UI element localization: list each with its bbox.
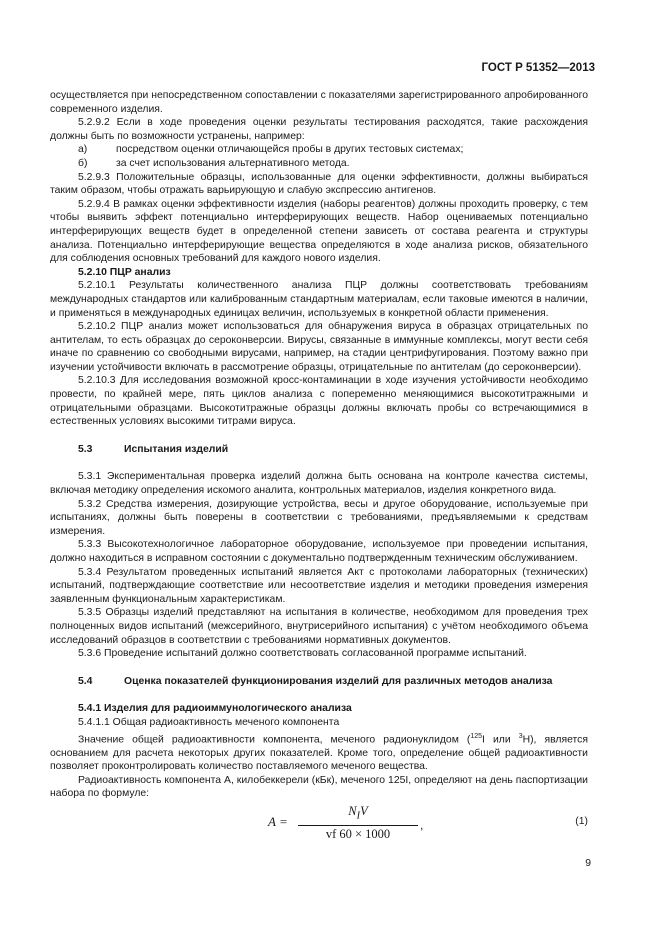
formula-fraction	[298, 805, 418, 842]
section-heading	[50, 443, 588, 457]
formula-n-subscript: I	[356, 810, 361, 822]
text-run: I или	[482, 734, 519, 745]
formula-v: V	[360, 803, 368, 818]
paragraph: 5.2.10.2 ПЦР анализ может использоваться для обнаружения вируса в образцах отрицательных по антителам, то есть образцах до сероконверсии. Вирусы, связанные в иммунные комплексы, могут вести себя иначе по сравнению со свободными вирусами, например, на стадии центрифугирования. Поэтому важно при изучении устойчивости включать в рассмотрение образцы, отрицательные по антителам (до сероконверсии).	[50, 321, 588, 373]
paragraph: 5.3.1 Экспериментальная проверка изделий должна быть основана на контроле качества системы, включая методику определения искомого аналита, контрольных материалов, изделия конкретного вида.	[50, 471, 588, 497]
paragraph: 5.3.2 Средства измерения, дозирующие устройства, весы и другое оборудование, используемые при испытаниях, должны быть поверены в соответствии с требованиями, предъявляемыми к средствам измерения.	[50, 498, 588, 537]
paragraph: 5.3.3 Высокотехнологичное лабораторное оборудование, используемое при проведении испытания, должно находиться в исправном состоянии с документально подтвержденным техническим обслуживанием.	[50, 539, 588, 564]
formula-denominator: vf 60 × 1000	[325, 827, 391, 842]
paragraph	[50, 730, 588, 774]
paragraph: осуществляется при непосредственном сопоставлении с показателями зарегистрированного апробированного современного изделия.	[50, 90, 588, 115]
superscript: 3	[518, 732, 523, 740]
formula-comma: ,	[420, 817, 424, 832]
fraction-bar	[298, 825, 418, 826]
paragraph: 5.2.9.4 В рамках оценки эффективности изделия (наборы реагентов) должны проходить проверку, с тем чтобы выявить эффект потенциально интерферирующих веществ. Набор оцениваемых потенциально интерферирующих веществ будет в определенной степени зависеть от состава реагента и структуры анализа. Потенциально интерферирующие вещества определяются в ходе анализа рисков, обязательного для соблюдения основных требований для каждого нового изделия.	[50, 198, 588, 265]
section-heading	[50, 675, 588, 689]
list-item	[50, 157, 588, 171]
paragraph: 5.3.6 Проведение испытаний должно соответствовать согласованной программе испытаний.	[78, 648, 527, 660]
paragraph: 5.2.10.3 Для исследования возможной кросс-контаминации в ходе изучения устойчивости необходимо провести, по крайней мере, пять циклов анализа с попеременно меняющимися высокотитражными и отрицательными образцами. Высокотитражные образцы должны включать пробы со встречающимися в естественных условиях высокими титрами вируса.	[50, 375, 588, 428]
paragraph: 5.3.4 Результатом проведенных испытаний является Акт с протоколами лабораторных (технических) испытаний, подтверждающие соответствие или несоответствие изделия и методики проведения измерения заявленным функциональным характеристикам.	[50, 566, 588, 605]
text-run: Значение общей радиоактивности компонента, меченого радионуклидом (	[78, 734, 471, 745]
section-number: 5.3	[78, 443, 93, 455]
subsection-heading: 5.4.1.1 Общая радиоактивность меченого компонента	[78, 716, 340, 728]
document-code: ГОСТ Р 51352—2013	[481, 62, 595, 74]
page-number: 9	[585, 858, 591, 869]
list-marker: а)	[78, 144, 88, 156]
list-item	[50, 143, 588, 157]
formula-n: N	[348, 803, 357, 818]
equation-number: (1)	[575, 815, 588, 827]
section-heading: 5.2.10 ПЦР анализ	[78, 266, 171, 278]
list-marker: б)	[78, 157, 88, 169]
formula	[50, 805, 588, 845]
paragraph: 5.2.9.2 Если в ходе проведения оценки результаты тестирования расходятся, такие расхождения должны быть по возможности устранены, например:	[50, 117, 588, 142]
paragraph: 5.2.9.3 Положительные образцы, использованные для оценки эффективности, должны выбираться таким образом, чтобы отражать варьирующую и слабую экспрессию антигенов.	[50, 171, 588, 197]
formula-numerator	[298, 805, 418, 823]
section-title: Оценка показателей функционирования изделий для различных методов анализа	[124, 675, 553, 687]
paragraph: 5.2.10.1 Результаты количественного анализа ПЦР должны соответствовать требованиям международных стандартов или калиброванным стандартным материалам, если таковые имеются в наличии, и применяться в международных единицах величин, используемых в конкретной области применения.	[50, 280, 588, 319]
section-number: 5.4	[78, 675, 93, 687]
section-title: Испытания изделий	[124, 443, 229, 455]
list-text: посредством оценки отличающейся пробы в других тестовых системах;	[116, 144, 464, 156]
text-run: H), является основанием для расчета некоторых других показателей. Кроме того, определение общей радиоактивности позволяет проконтролировать количество поставляемого меченого вещества.	[50, 734, 588, 773]
paragraph: 5.3.5 Образцы изделий представляют на испытания в количестве, необходимом для проведения трех полноценных видов испытаний (межсерийного, внутрисерийного испытания) с учётом необходимого объема исследований образцов в соответствии с требованиями нормативных документов.	[50, 607, 588, 646]
subsection-heading: 5.4.1 Изделия для радиоиммунологического анализа	[78, 703, 352, 715]
formula-lhs: A =	[268, 813, 288, 829]
document-body	[50, 89, 588, 845]
superscript: 125	[470, 732, 483, 740]
paragraph: Радиоактивность компонента А, килобеккерели (кБк), меченого 125I, определяют на день паспортизации набора по формуле:	[50, 774, 588, 800]
list-text: за счет использования альтернативного метода.	[116, 157, 350, 169]
